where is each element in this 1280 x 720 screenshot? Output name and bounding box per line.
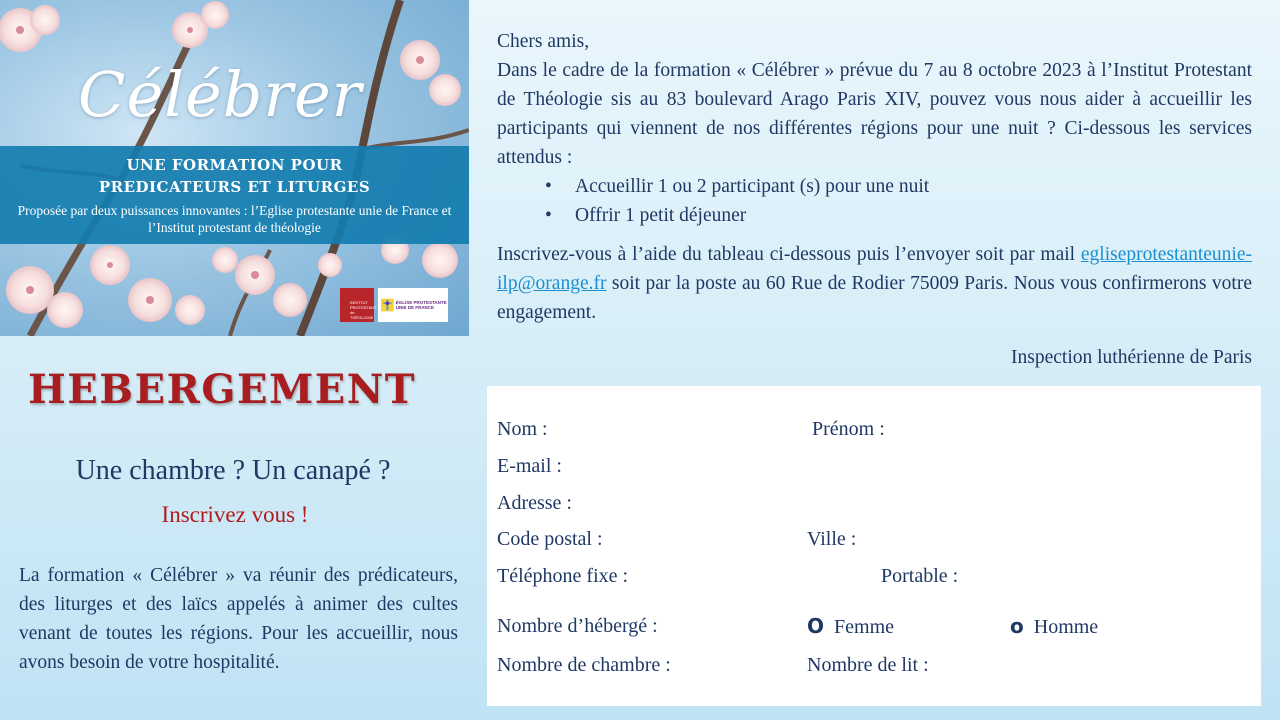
code-postal-field-label[interactable]: Code postal :: [497, 528, 603, 550]
portable-field-label[interactable]: Portable :: [881, 565, 959, 587]
register-text-before: Inscrivez-vous à l’aide du tableau ci-dessous puis l’envoyer soit par mail: [497, 244, 1081, 265]
event-description: La formation « Célébrer » va réunir des prédicateurs, des liturges et des laïcs appelés à animer des cultes venant de toutes les régions. Pour les accueillir, nous avons besoin de votre hospitalité.: [19, 565, 458, 673]
nom-field-label[interactable]: Nom :: [497, 418, 548, 440]
register-text-after: soit par la poste au 60 Rue de Rodier 75009 Paris. Nous vous confirmerons votre engagement.: [497, 273, 1252, 323]
email-link[interactable]: egliseprotestanteunie-ilp@orange.fr: [497, 244, 1252, 294]
prenom-field-label[interactable]: Prénom :: [812, 418, 885, 440]
radio-femme-label: Femme: [834, 616, 895, 638]
registration-instructions: [497, 240, 1252, 327]
nombre-chambre-label[interactable]: Nombre de chambre :: [497, 654, 671, 676]
registration-form: [487, 386, 1261, 706]
invitation-letter: [497, 27, 1252, 372]
band-line-1: UNE FORMATION POUR: [126, 156, 343, 174]
telephone-field-label[interactable]: Téléphone fixe :: [497, 565, 629, 587]
signature: Inspection luthérienne de Paris: [1011, 347, 1252, 368]
room-question: Une chambre ? Un canapé ?: [75, 455, 391, 486]
nombre-lit-label[interactable]: Nombre de lit :: [807, 654, 929, 676]
band-line-3: Proposée par deux puissances innovantes : l’Eglise protestante unie de France et l’Institut protestant de théologie: [17, 203, 452, 235]
eglise-protestante-logo: [378, 288, 448, 322]
poster-title: Célébrer: [78, 58, 363, 131]
nombre-heberge-label: Nombre d’hébergé :: [497, 615, 658, 637]
radio-homme-label: Homme: [1033, 616, 1099, 638]
radio-femme[interactable]: [807, 614, 894, 639]
radio-homme-circle-icon[interactable]: o: [1010, 614, 1024, 638]
hebergement-heading: HEBERGEMENT: [28, 366, 417, 413]
adresse-field-label[interactable]: Adresse :: [497, 492, 572, 514]
greeting: Chers amis,: [497, 31, 590, 52]
radio-femme-circle-icon[interactable]: O: [807, 614, 825, 638]
event-poster: [0, 0, 469, 336]
epudf-logo-text: ÉGLISE PROTESTANTE UNIE DE FRANCE: [395, 299, 447, 310]
email-field-label[interactable]: E-mail :: [497, 455, 562, 477]
service-item: • Accueillir 1 ou 2 participant (s) pour une nuit: [545, 172, 1252, 201]
institut-protestant-logo: INSTITUT PROTESTANT de THÉOLOGIE: [340, 288, 374, 322]
ville-field-label[interactable]: Ville :: [807, 528, 857, 550]
services-list: [545, 172, 1252, 230]
letter-intro: Dans le cadre de la formation « Célébrer » prévue du 7 au 8 octobre 2023 à l’Institut Protestant de Théologie sis au 83 boulevard Arago Paris XIV, pouvez vous nous aider à accueillir les participants qui viennent de nos différentes régions pour une nuit ? Ci-dessous les services attendus :: [497, 60, 1252, 168]
radio-homme[interactable]: [1010, 614, 1098, 639]
epudf-cross-icon: [381, 294, 394, 316]
service-item: • Offrir 1 petit déjeuner: [545, 201, 1252, 230]
register-call: Inscrivez vous !: [161, 502, 309, 527]
band-line-2: PREDICATEURS ET LITURGES: [98, 178, 371, 196]
poster-band: [0, 146, 469, 244]
